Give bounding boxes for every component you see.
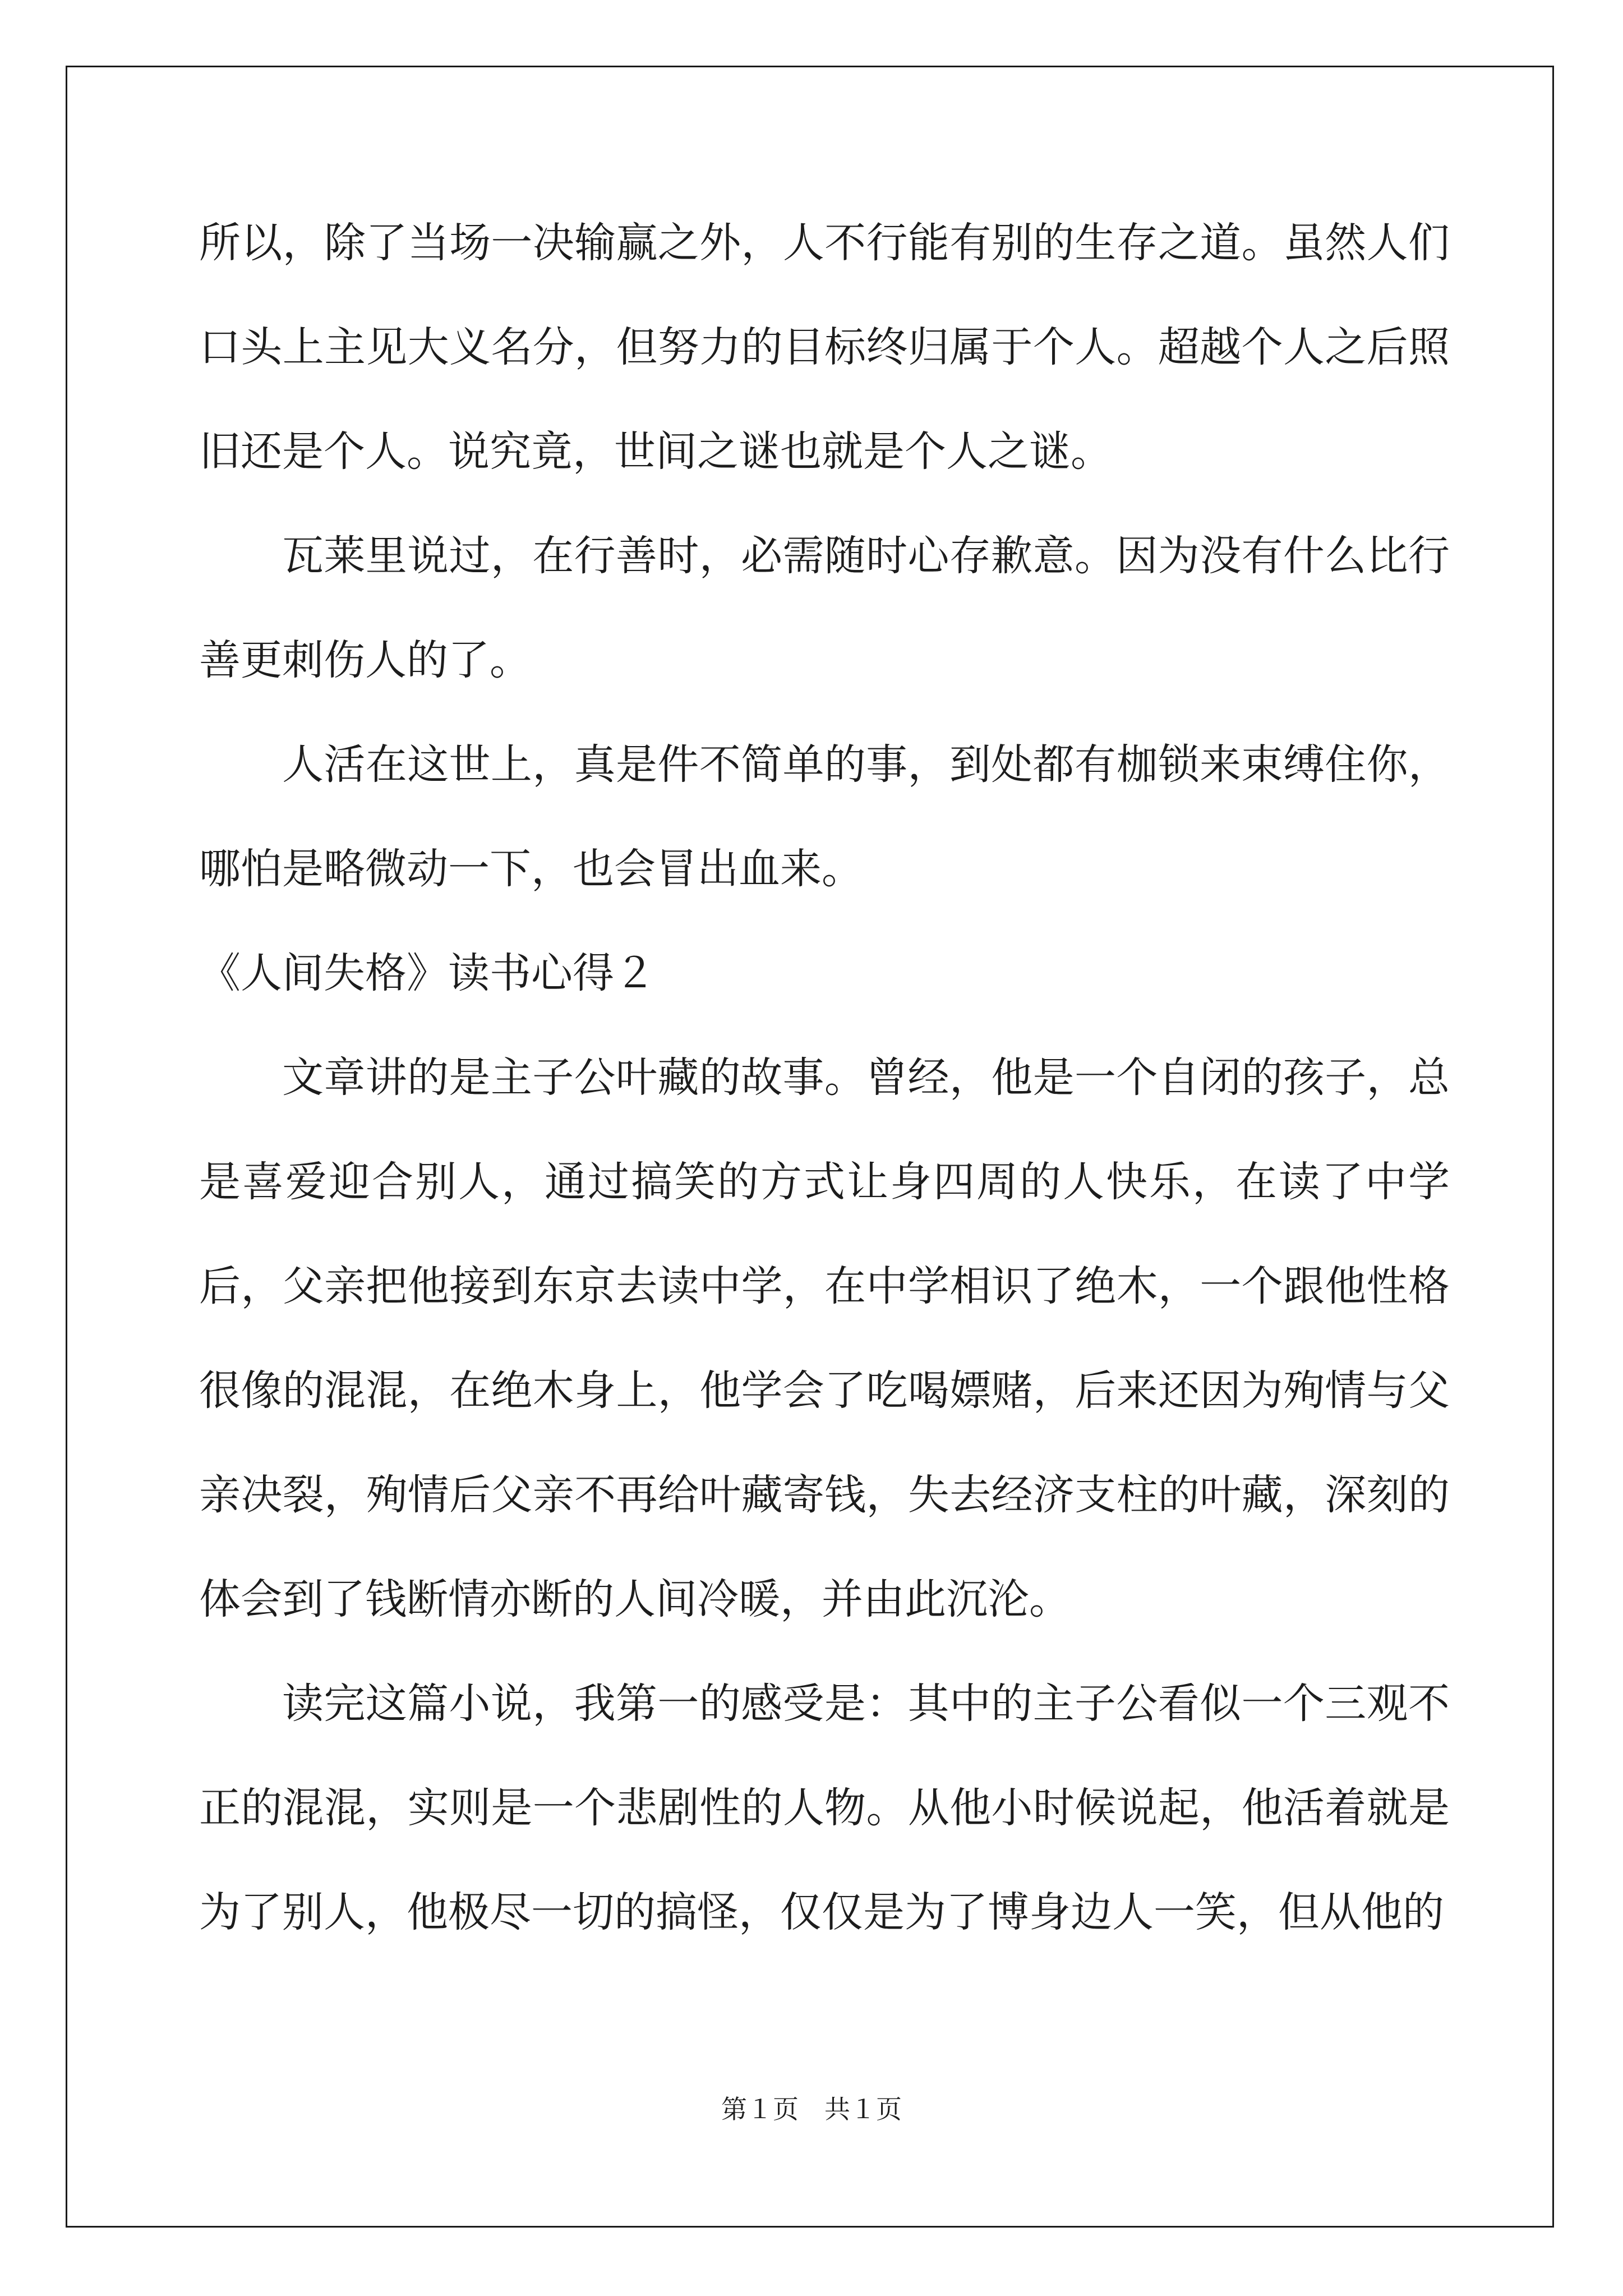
section-paragraph-2: 读完这篇小说，我第一的感受是：其中的主子公看似一个三观不正的混混，实则是一个悲剧性的人物。从他小时候说起，他活着就是为了别人，他极尽一切的搞怪，仅仅是为了博身边人一笑，但从他的 (199, 1680, 1450, 1936)
section-paragraph-1: 文章讲的是主子公叶藏的故事。曾经，他是一个自闭的孩子，总是喜爱迎合别人，通过搞笑的方式让身四周的人快乐，在读了中学后，父亲把他接到东京去读中学，在中学相识了绝木，一个跟他性格很像的混混，在绝木身上，他学会了吃喝嫖赌，后来还因为殉情与父亲决裂，殉情后父亲不再给叶藏寄钱，失去经济支柱的叶藏，深刻的体会到了钱断情亦断的人间冷暖，并由此沉沦。 (199, 1053, 1450, 1623)
document-body (199, 191, 1450, 1964)
paragraph-2: 瓦莱里说过，在行善时，必需随时心存歉意。因为没有什么比行善更刺伤人的了。 (199, 532, 1450, 684)
paragraph-1: 所以，除了当场一决输赢之外，人不行能有别的生存之道。虽然人们口头上主见大义名分，但努力的目标终归属于个人。超越个人之后照旧还是个人。说究竟，世间之谜也就是个人之谜。 (199, 219, 1450, 476)
page-footer: 第１页 共１页 (721, 2094, 902, 2124)
paragraph-3: 人活在这世上，真是件不简单的事，到处都有枷锁来束缚住你，哪怕是略微动一下，也会冒出血来。 (199, 740, 1450, 893)
section-heading: 《人间失格》读书心得２ (199, 949, 656, 997)
